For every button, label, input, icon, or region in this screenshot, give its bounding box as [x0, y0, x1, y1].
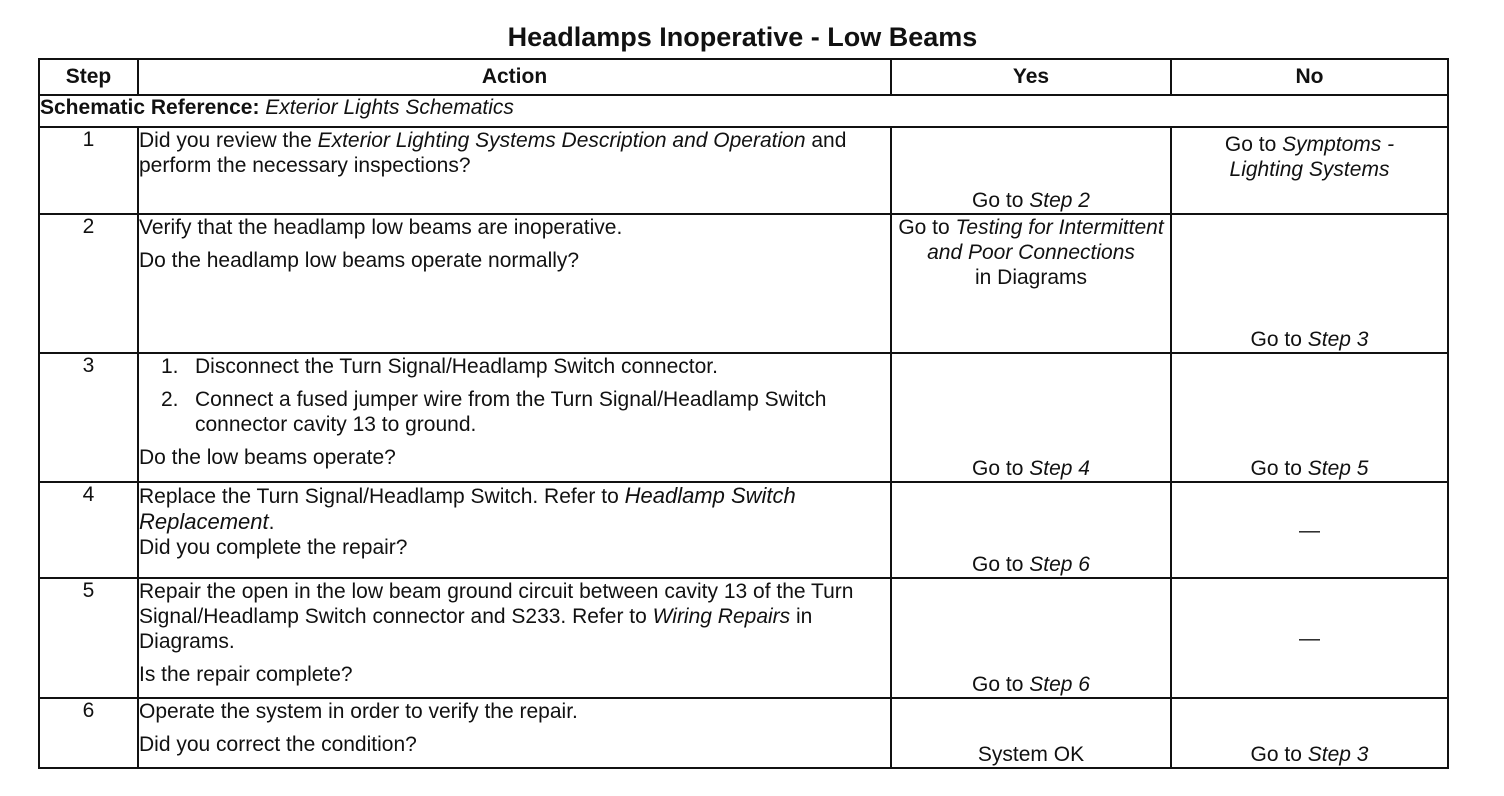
no-cell: Go to Step 3: [1171, 214, 1448, 353]
table-row: [39, 698, 1448, 768]
yes-cell: Go to Step 2: [891, 127, 1171, 214]
no-cell: Go to Symptoms - Lighting Systems: [1171, 127, 1448, 214]
no-cell: Go to Step 5: [1171, 353, 1448, 482]
schematic-value: Exterior Lights Schematics: [265, 96, 514, 119]
table-row: [39, 578, 1448, 698]
header-action: Action: [138, 59, 891, 95]
table-row: [39, 482, 1448, 578]
yes-cell: Go to Step 4: [891, 353, 1171, 482]
yes-cell: Go to Step 6: [891, 578, 1171, 698]
action-cell: 1. Disconnect the Turn Signal/Headlamp Switch connector. 2. Connect a fused jumper wire from the Turn Signal/Headlamp Switch connector cavity 13 to ground. Do the low beams operate?: [138, 353, 891, 482]
step-number: 3: [39, 353, 138, 482]
no-cell: Go to Step 3: [1171, 698, 1448, 768]
schematic-row: [39, 95, 1448, 127]
step-number: 1: [39, 127, 138, 214]
list-item: 1. Disconnect the Turn Signal/Headlamp Switch connector.: [161, 355, 718, 378]
table-row: [39, 127, 1448, 214]
action-cell: Verify that the headlamp low beams are inoperative. Do the headlamp low beams operate normally?: [138, 214, 891, 353]
diagnostic-table: [38, 58, 1449, 769]
schematic-label: Schematic Reference:: [40, 96, 260, 119]
no-cell: —: [1171, 482, 1448, 578]
list-item: 2. Connect a fused jumper wire from the Turn Signal/Headlamp Switch connector cavity 13 to ground.: [161, 388, 827, 436]
step-number: 2: [39, 214, 138, 353]
table-row: [39, 214, 1448, 353]
action-cell: Replace the Turn Signal/Headlamp Switch. Refer to Headlamp Switch Replacement. Did you complete the repair?: [138, 482, 891, 578]
header-no: No: [1171, 59, 1448, 95]
step-number: 6: [39, 698, 138, 768]
header-row: [39, 59, 1448, 95]
header-yes: Yes: [891, 59, 1171, 95]
action-cell: Repair the open in the low beam ground circuit between cavity 13 of the Turn Signal/Headlamp Switch connector and S233. Refer to Wiring Repairs in Diagrams. Is the repair complete?: [138, 578, 891, 698]
action-cell: Operate the system in order to verify the repair. Did you correct the condition?: [138, 698, 891, 768]
no-cell: —: [1171, 578, 1448, 698]
action-cell: Did you review the Exterior Lighting Systems Description and Operation and perform the necessary inspections?: [138, 127, 891, 214]
yes-cell: System OK: [891, 698, 1171, 768]
yes-cell: Go to Step 6: [891, 482, 1171, 578]
step-number: 5: [39, 578, 138, 698]
yes-cell: Go to Testing for Intermittent and Poor Connections in Diagrams: [891, 214, 1171, 353]
step-number: 4: [39, 482, 138, 578]
header-step: Step: [39, 59, 138, 95]
page-title: Headlamps Inoperative - Low Beams: [507, 22, 978, 52]
table-row: [39, 353, 1448, 482]
